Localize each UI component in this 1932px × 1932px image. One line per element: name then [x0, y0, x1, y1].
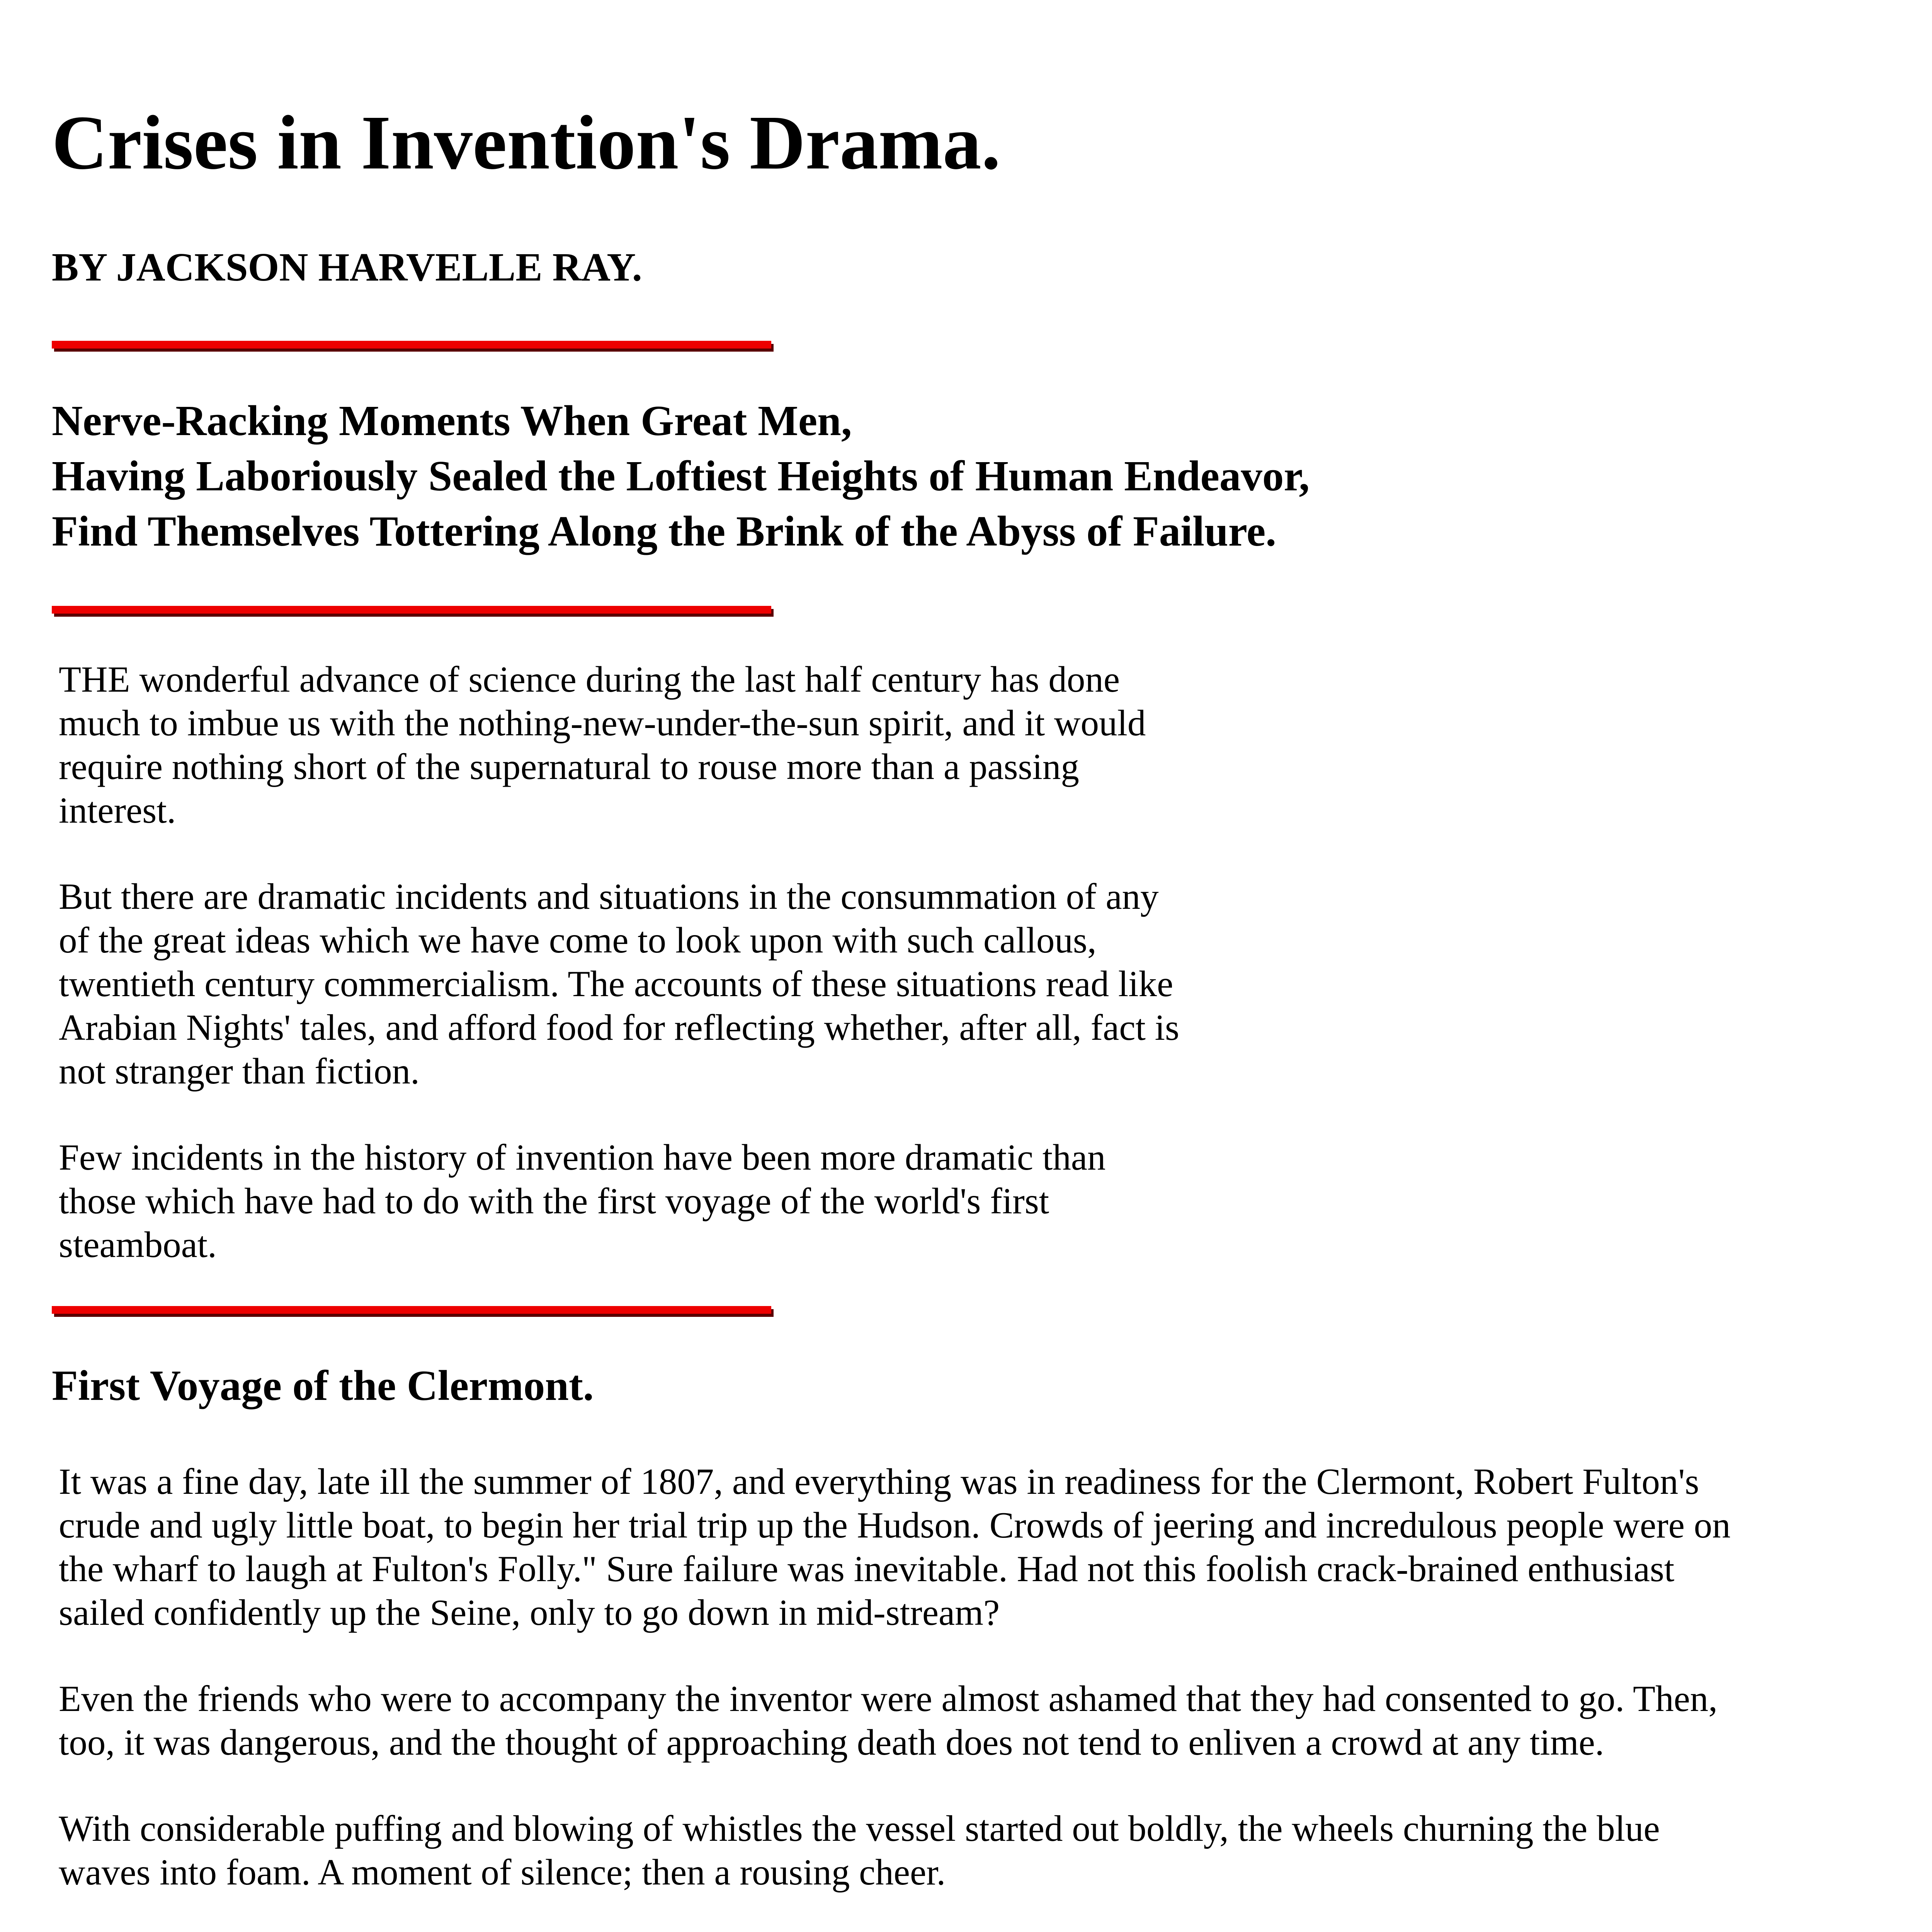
red-divider-rule — [52, 1306, 771, 1314]
subheadline-line: Nerve-Racking Moments When Great Men, — [52, 397, 852, 445]
article-byline: BY JACKSON HARVELLE RAY. — [52, 245, 642, 289]
body-paragraph: With considerable puffing and blowing of whistles the vessel started out boldly, the wheels churning the blue waves into foam. A moment of silence; then a rousing cheer. — [59, 1808, 1660, 1893]
subheadline-line: Find Themselves Tottering Along the Brink of the Abyss of Failure. — [52, 508, 1276, 555]
red-divider-rule — [52, 606, 771, 614]
intro-paragraph: Few incidents in the history of invention have been more dramatic than those which have had to do with the first voyage of the world's first steamboat. — [59, 1137, 1106, 1265]
section-heading: First Voyage of the Clermont. — [52, 1362, 594, 1410]
body-paragraph: It was a fine day, late ill the summer of 1807, and everything was in readiness for the Clermont, Robert Fulton's crude and ugly little boat, to begin her trial trip up the Hudson. Crowds of jeering and incredulous people were on the wharf to laugh at Fulton's Folly." Sure failure was inevitable. Had not this foolish crack-brained enthusiast sailed confidently up the Seine, only to go down in mid-stream? — [59, 1461, 1731, 1633]
section-body — [59, 1460, 1732, 1932]
intro-paragraph: But there are dramatic incidents and situations in the consummation of any of the great ideas which we have come to look upon with such callous, twentieth century commercialism. The accounts of these situations read like Arabian Nights' tales, and afford food for reflecting whether, after all, fact is not stranger than fiction. — [59, 876, 1180, 1092]
subheadline-line: Having Laboriously Sealed the Loftiest Heights of Human Endeavor, — [52, 452, 1310, 500]
article-subheadline — [52, 393, 1310, 559]
body-paragraph: Even the friends who were to accompany the inventor were almost ashamed that they had consented to go. Then, too, it was dangerous, and the thought of approaching death does not tend to enliven a crowd at any time. — [59, 1678, 1718, 1763]
intro-paragraph: THE wonderful advance of science during the last half century has done much to imbue us with the nothing-new-under-the-sun spirit, and it would require nothing short of the supernatural to rouse more than a passing interest. — [59, 659, 1146, 831]
intro-section — [59, 658, 1179, 1309]
red-divider-rule — [52, 341, 771, 349]
article-title: Crises in Invention's Drama. — [52, 100, 1001, 185]
